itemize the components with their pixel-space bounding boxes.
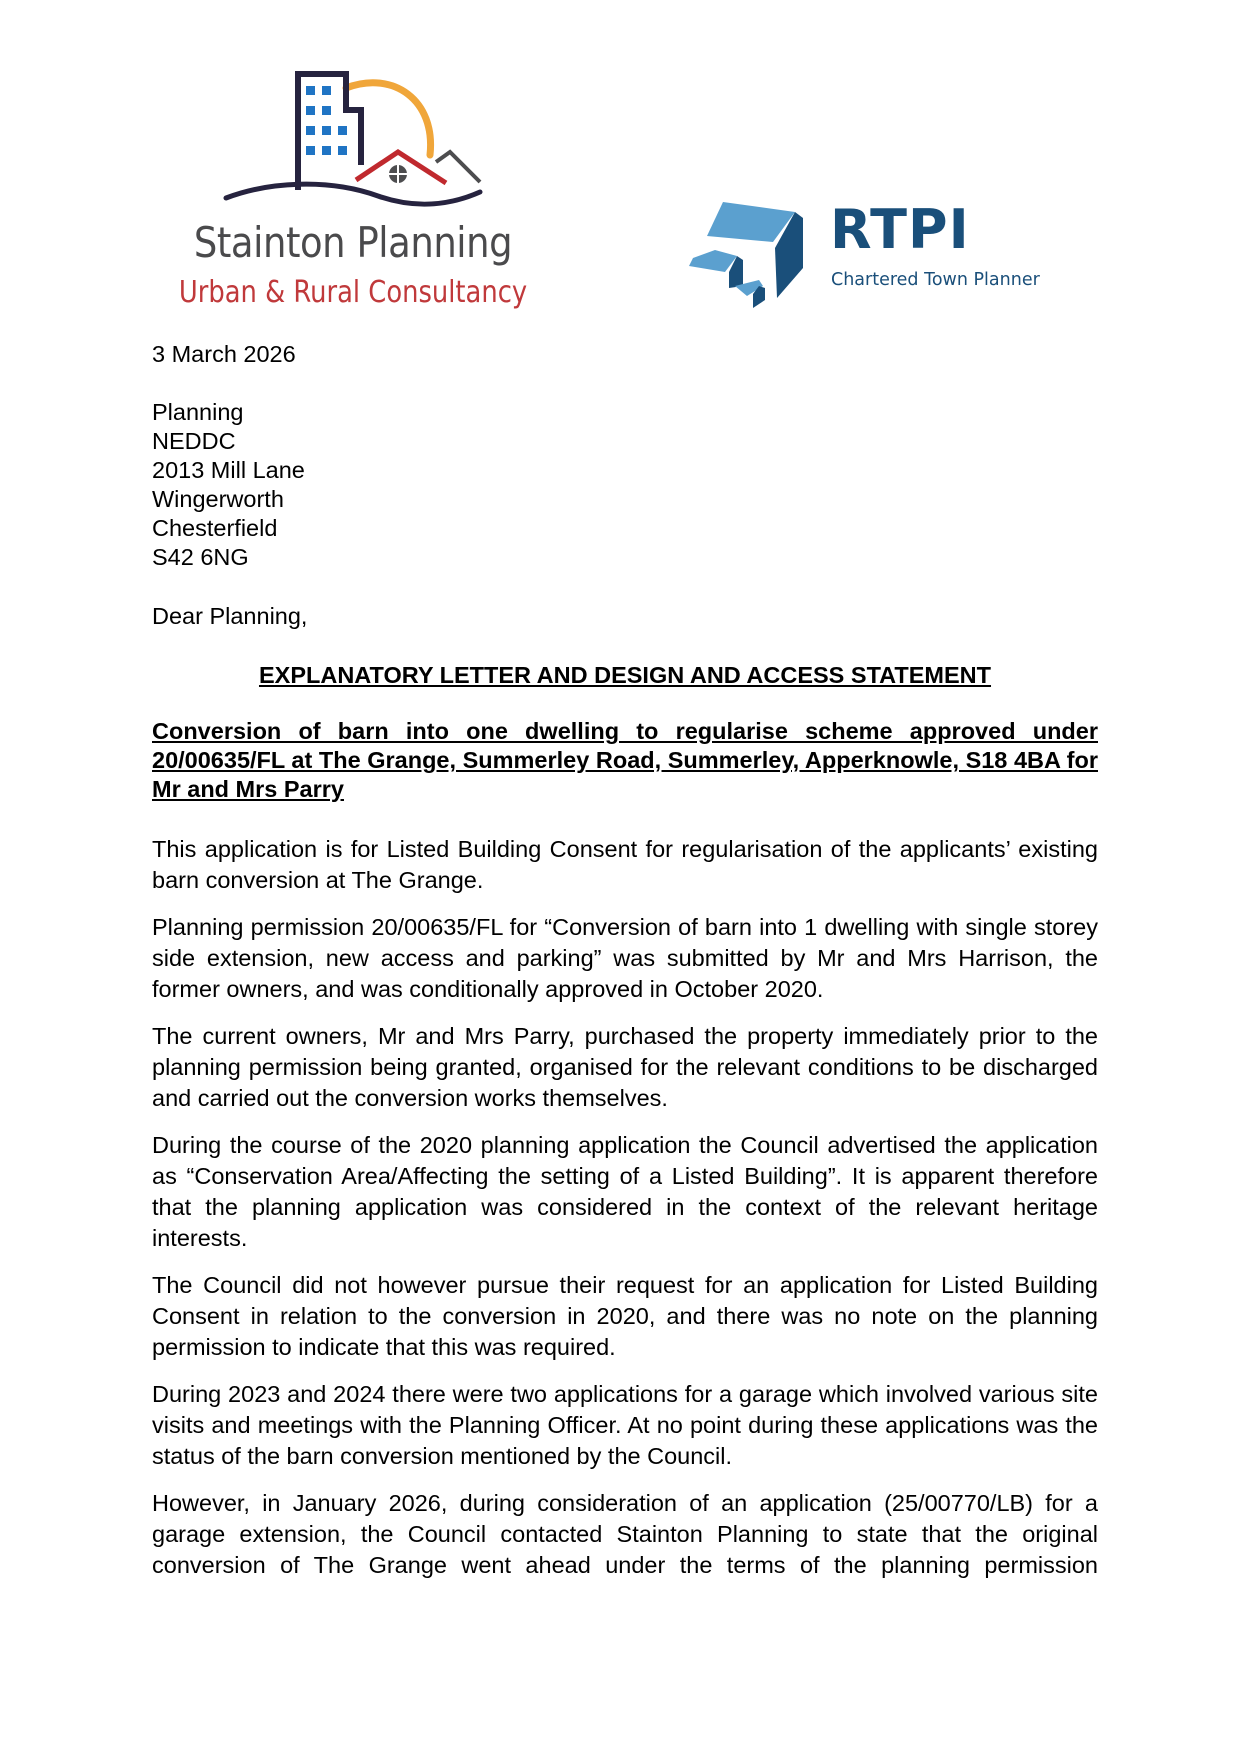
body-paragraph: The current owners, Mr and Mrs Parry, purchased the property immediately prior to the planning permission being granted, organised for the relevant conditions to be discharged and carried out the conversion works themselves.	[152, 1023, 1098, 1111]
letter-body	[152, 834, 1098, 1597]
rtpi-cube-icon	[685, 190, 825, 310]
address-line: Chesterfield	[152, 515, 278, 541]
salutation: Dear Planning,	[152, 603, 308, 629]
letter-date: 3 March 2026	[152, 341, 296, 367]
windows-icon	[306, 86, 347, 155]
rtpi-logo	[685, 190, 1085, 310]
address-line: NEDDC	[152, 428, 236, 454]
address-line: Planning	[152, 399, 244, 425]
ground-swoosh-icon	[226, 184, 480, 204]
body-paragraph: The Council did not however pursue their request for an application for Listed Building Consent in relation to the conversion in 2020, and there was no note on the planning permission to indicate that this was required.	[152, 1272, 1098, 1360]
address-line: 2013 Mill Lane	[152, 457, 305, 483]
body-paragraph: During 2023 and 2024 there were two applications for a garage which involved various site visits and meetings with the Planning Officer. At no point during these applications was the status of the barn conversion mentioned by the Council.	[152, 1381, 1098, 1469]
body-paragraph: Planning permission 20/00635/FL for “Conversion of barn into 1 dwelling with single storey side extension, new access and parking” was submitted by Mr and Mrs Harrison, the former owners, and was conditionally approved in October 2020.	[152, 914, 1098, 1002]
stainton-planning-logo	[148, 70, 558, 320]
rtpi-wordmark: RTPI	[830, 198, 970, 261]
company-tagline: Urban & Rural Consultancy	[178, 275, 528, 310]
body-paragraph: However, in January 2026, during consideration of an application (25/00770/LB) for a garage extension, the Council contacted Stainton Planning to state that the original conversion of The Grange went ahead under the terms of the planning permission	[152, 1490, 1098, 1578]
rtpi-subtitle: Chartered Town Planner	[831, 270, 1040, 290]
letter-heading: EXPLANATORY LETTER AND DESIGN AND ACCESS STATEMENT	[258, 662, 992, 688]
building-house-logo-icon	[218, 70, 488, 210]
mountain-icon	[436, 152, 480, 182]
address-line: S42 6NG	[152, 544, 249, 570]
address-line: Wingerworth	[152, 486, 284, 512]
company-name: Stainton Planning	[193, 218, 513, 267]
letter-subheading: Conversion of barn into one dwelling to regularise scheme approved under 20/00635/FL at The Grange, Summerley Road, Summerley, Apperknowle, S18 4BA for Mr and Mrs Parry	[152, 718, 1098, 802]
body-paragraph: During the course of the 2020 planning application the Council advertised the application as “Conservation Area/Affecting the setting of a Listed Building”. It is apparent therefore that the planning application was considered in the context of the relevant heritage interests.	[152, 1132, 1098, 1251]
recipient-address	[152, 398, 1098, 572]
body-paragraph: This application is for Listed Building Consent for regularisation of the applicants’ existing barn conversion at The Grange.	[152, 836, 1098, 893]
